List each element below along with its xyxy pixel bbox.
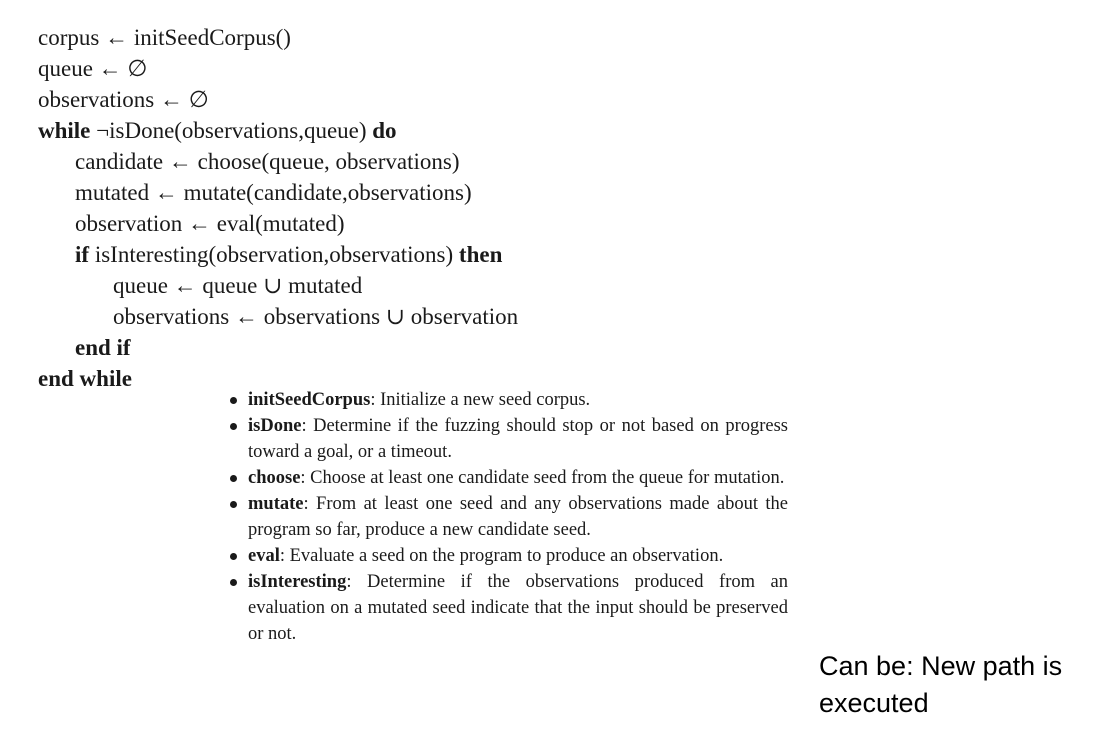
list-item [228, 569, 788, 647]
algo-keyword: end if [75, 335, 131, 360]
definition-text: : Evaluate a seed on the program to produce an observation. [279, 546, 724, 566]
algo-code: isInteresting(observation,observations) [89, 242, 459, 267]
algo-line [113, 270, 362, 301]
algo-line [38, 84, 209, 115]
algo-keyword: then [458, 242, 503, 267]
algo-code: observation ← eval(mutated) [75, 211, 345, 236]
algo-line [38, 22, 291, 53]
algo-code: observations ← observations ∪ observation [113, 304, 519, 329]
definition-term: mutate [248, 494, 304, 514]
algo-code: queue ← ∅ [38, 56, 148, 81]
algo-line [75, 146, 459, 177]
definition-term: isDone [248, 416, 302, 436]
algo-line [38, 363, 132, 394]
definition-term: initSeedCorpus [248, 390, 371, 410]
algo-keyword: if [75, 242, 90, 267]
definition-term: eval [248, 546, 280, 566]
definition-term: isInteresting [248, 572, 347, 592]
annotation-note [819, 648, 1062, 722]
list-item [228, 543, 788, 569]
list-item [228, 387, 788, 413]
list-item [228, 465, 788, 491]
list-item [228, 491, 788, 543]
annotation-line: Can be: New path is [819, 651, 1063, 681]
algo-code: ¬isDone(observations,queue) [90, 118, 373, 143]
algo-line [38, 115, 397, 146]
algo-keyword: do [372, 118, 397, 143]
annotation-line: executed [819, 688, 929, 718]
algo-keyword: end while [38, 366, 132, 391]
algo-code: queue ← queue ∪ mutated [113, 273, 363, 298]
list-item [228, 413, 788, 465]
definition-text: : Choose at least one candidate seed from the queue for mutation. [300, 468, 785, 488]
algo-line [75, 239, 502, 270]
bullet-icon [230, 579, 237, 586]
bullet-icon [230, 553, 237, 560]
algo-code: observations ← ∅ [38, 87, 209, 112]
bullet-icon [230, 475, 237, 482]
algo-keyword: while [38, 118, 91, 143]
algo-line [75, 208, 345, 239]
algo-code: corpus ← initSeedCorpus() [38, 25, 291, 50]
algo-line [75, 177, 472, 208]
algo-line [113, 301, 518, 332]
definition-text: : Determine if the observations produced from an evaluation on a mutated seed indicate that the input should be preserved or not. [248, 572, 788, 644]
bullet-icon [230, 397, 237, 404]
algo-line [38, 53, 147, 84]
bullet-icon [230, 501, 237, 508]
definition-text: : Determine if the fuzzing should stop or not based on progress toward a goal, or a timeout. [248, 416, 788, 462]
algo-line [75, 332, 131, 363]
definition-text: : From at least one seed and any observations made about the program so far, produce a new candidate seed. [248, 494, 788, 540]
algo-code: candidate ← choose(queue, observations) [75, 149, 460, 174]
bullet-icon [230, 423, 237, 430]
definition-text: : Initialize a new seed corpus. [370, 390, 591, 410]
definition-term: choose [248, 468, 301, 488]
algo-code: mutated ← mutate(candidate,observations) [75, 180, 472, 205]
definitions-list [228, 387, 788, 647]
